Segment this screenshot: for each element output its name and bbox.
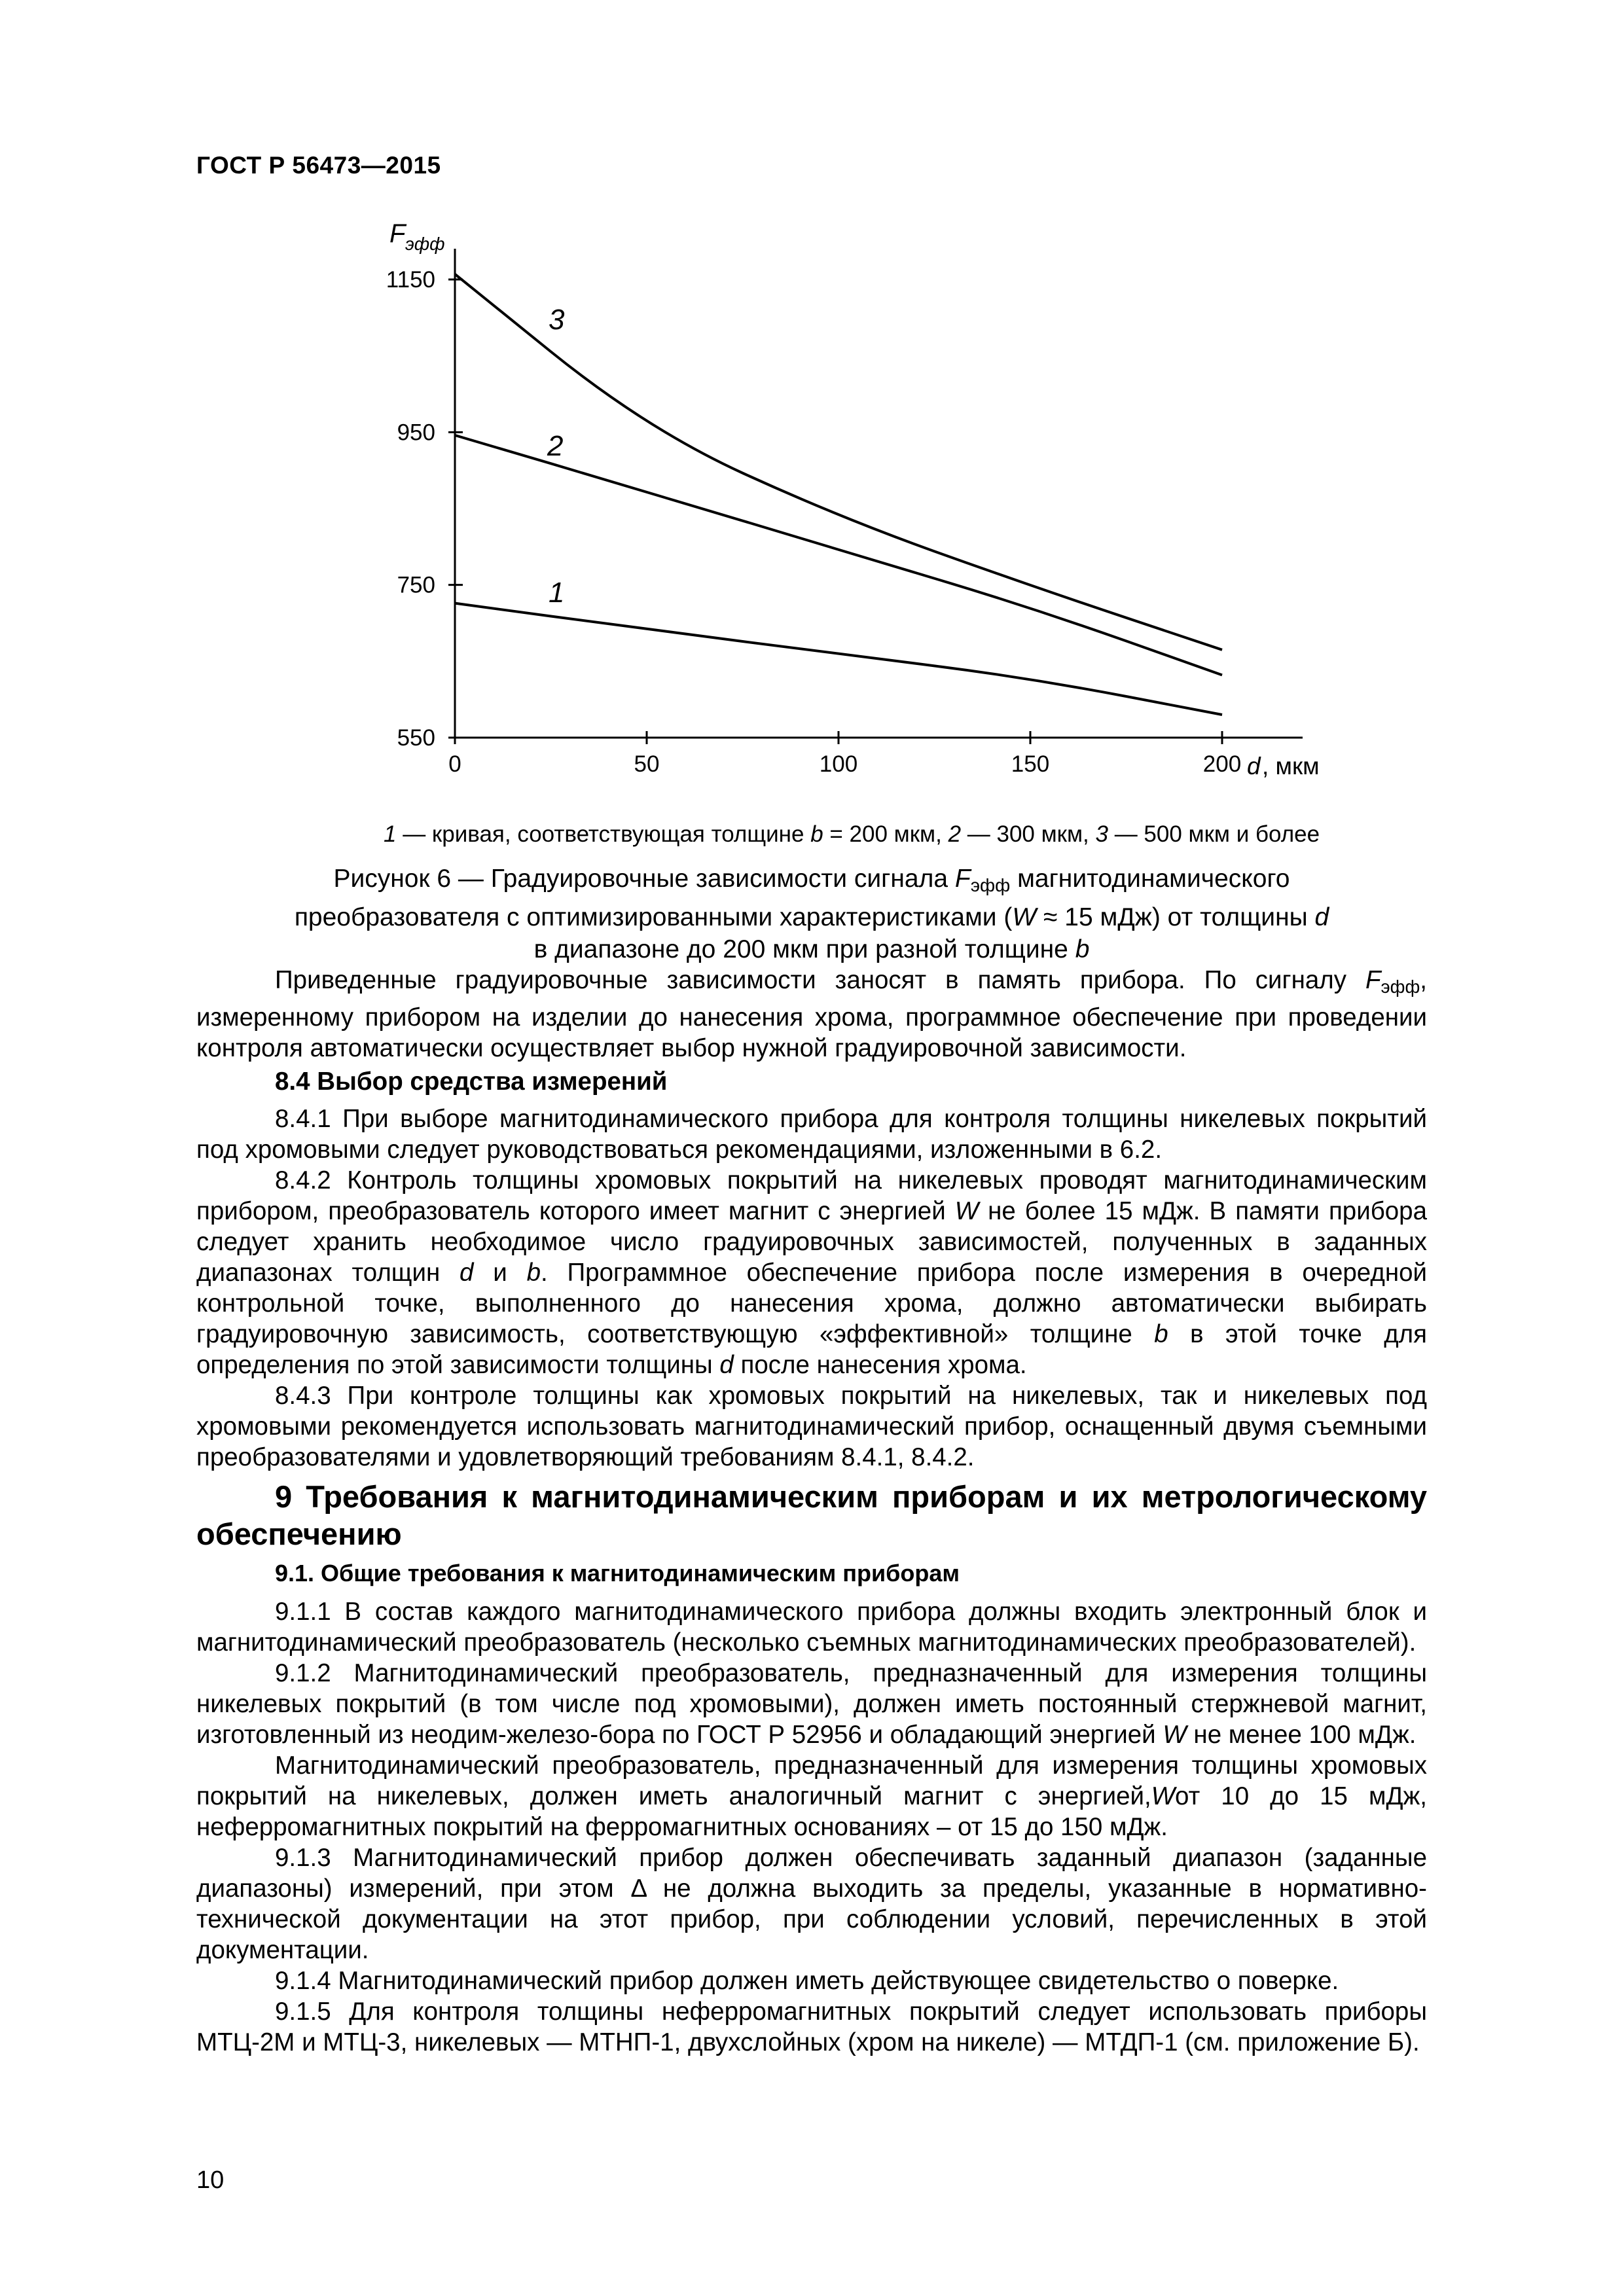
paragraph-d: d (460, 1258, 474, 1287)
paragraph-9-1-1: 9.1.1 В состав каждого магнитодинамического прибора должны входить электронный блок и магнитодинамический преобразователь (несколько съемных магнитодинамических преобразователей). (196, 1597, 1427, 1657)
paragraph-sub: эфф (1380, 976, 1420, 997)
paragraph-text: , измеренному прибором на изделии до нанесения хрома, программное обеспечение при проведении контроля автоматически осуществляет выбор нужной градуировочной зависимости. (196, 966, 1427, 1062)
caption-f: F (954, 865, 971, 893)
paragraph-text: не более 15 мДж. В памяти прибора следует хранить необходимое число градуировочных зависимостей, полученных в заданных диапазонах толщин (196, 1196, 1427, 1287)
paragraph-text: Приведенные градуировочные зависимости заносят в память прибора. По сигналу (275, 966, 1365, 994)
legend-curve-1-num: 1 (384, 821, 397, 847)
caption-d: d (1314, 903, 1329, 932)
chart-labels (389, 219, 1320, 780)
legend-text-1: — кривая, соответствующая толщине (396, 821, 811, 847)
paragraph-text: Магнитодинамический преобразователь, предназначенный для измерения толщины хромовых покрытий на никелевых, должен иметь аналогичный магнит с энергией, (196, 1751, 1427, 1810)
paragraph-text: . Программное обеспечение прибора после измерения в очередной контрольной точке, выполненного до нанесения хрома, должно автоматически выбирать градуировочную зависимость, соответствующую «эффективной» толщине (196, 1258, 1428, 1348)
paragraph-w: W (1151, 1782, 1176, 1810)
caption-text: ≈ 15 мДж) от толщины (1036, 903, 1315, 932)
caption-text: преобразователя с оптимизированными характеристиками ( (294, 903, 1013, 932)
calibration-chart (367, 209, 1348, 818)
x-tick-label: 50 (634, 751, 660, 777)
paragraph-text: от 10 до 15 мДж, неферромагнитных покрытий на ферромагнитных основаниях – от 15 до 150 мДж. (196, 1782, 1427, 1841)
y-tick-label: 750 (397, 572, 435, 598)
y-axis-label: F (389, 219, 406, 248)
legend-curve-2-num: 2 (948, 821, 962, 847)
legend-curve-3-num: 3 (1095, 821, 1108, 847)
legend-text-4: — 500 мкм и более (1108, 821, 1320, 847)
legend-text-2: = 200 мкм, (823, 821, 948, 847)
paragraph-8-4-1: 8.4.1 При выборе магнитодинамического прибора для контроля толщины никелевых покрытий под хромовыми следует руководствоваться рекомендациями, изложенными в 6.2. (196, 1104, 1427, 1164)
chart-curves (455, 274, 1222, 715)
paragraph-f: F (1365, 966, 1381, 994)
legend-b: b (810, 821, 823, 847)
paragraph-d: d (719, 1350, 734, 1379)
curve-2 (455, 435, 1222, 675)
paragraph-text: и (473, 1258, 527, 1287)
body-block-1 (196, 965, 1427, 2058)
curve-3 (455, 274, 1222, 650)
caption-text: магнитодинамического (1010, 865, 1290, 893)
caption-sub: эфф (970, 875, 1011, 896)
heading-9-1: 9.1. Общие требования к магнитодинамическим приборам (275, 1559, 960, 1587)
y-tick-label: 550 (397, 725, 435, 751)
caption-line-3 (196, 933, 1427, 965)
paragraph-9-1-3: 9.1.3 Магнитодинамический прибор должен обеспечивать заданный диапазон (заданные диапазоны) измерений, при этом Δ не должна выходить за пределы, указанные в нормативно-технической документации на этот прибор, при соблюдении условий, перечисленных в этой документации. (196, 1843, 1427, 1964)
paragraph-text: не менее 100 мДж. (1186, 1720, 1416, 1749)
x-tick-label: 0 (448, 751, 461, 777)
caption-w: W (1012, 903, 1037, 932)
x-tick-label: 150 (1011, 751, 1050, 777)
caption-line-2 (196, 901, 1427, 933)
chart-ticks (386, 267, 1241, 777)
caption-line-1 (196, 863, 1427, 901)
x-axis-unit: , мкм (1262, 753, 1320, 780)
paragraph-9-1-4: 9.1.4 Магнитодинамический прибор должен иметь действующее свидетельство о поверке. (275, 1966, 1339, 1995)
curve-1 (455, 603, 1222, 715)
paragraph-text: после нанесения хрома. (733, 1350, 1027, 1379)
paragraph-b: b (526, 1258, 541, 1287)
paragraph-8-4-3: 8.4.3 При контроле толщины как хромовых покрытий на никелевых, так и никелевых под хромовыми рекомендуется использовать магнитодинамический прибор, оснащенный двумя съемными преобразователями и удовлетворяющий требованиям 8.4.1, 8.4.2. (196, 1381, 1427, 1471)
caption-b: b (1075, 935, 1090, 964)
caption-text: в диапазоне до 200 мкм при разной толщине (533, 935, 1075, 964)
y-axis-label-sub: эфф (405, 234, 445, 254)
y-tick-label: 950 (397, 420, 435, 446)
caption-text: Рисунок 6 — Градуировочные зависимости сигнала (333, 865, 955, 893)
x-tick-label: 100 (819, 751, 858, 777)
paragraph-w: W (1163, 1720, 1187, 1749)
heading-section-9: 9 Требования к магнитодинамическим приборам и их метрологическому обеспечению (196, 1479, 1427, 1551)
paragraph-w: W (954, 1196, 979, 1225)
paragraph-b: b (1154, 1319, 1168, 1348)
curve-label-3: 3 (549, 304, 565, 336)
paragraph-text: 8.4.2 Контроль толщины хромовых покрытий на никелевых проводят магнитодинамическим прибором, преобразователь которого имеет магнит с энергией (196, 1166, 1427, 1225)
paragraph-9-1-2-b (196, 1750, 1427, 1842)
page-number: 10 (196, 2166, 225, 2194)
paragraph-calibration (196, 965, 1427, 1064)
paragraph-9-1-5: 9.1.5 Для контроля толщины неферромагнитных покрытий следует использовать приборы МТЦ-2М и МТЦ-3, никелевых — МТНП-1, двухслойных (хром на никеле) — МТДП-1 (см. приложение Б). (196, 1997, 1427, 2056)
figure-caption (196, 863, 1427, 965)
heading-8-4: 8.4 Выбор средства измерений (275, 1067, 668, 1096)
curve-label-2: 2 (547, 430, 564, 462)
x-tick-label: 200 (1202, 751, 1242, 777)
y-tick-label: 1150 (386, 267, 435, 293)
paragraph-8-4-2 (196, 1165, 1427, 1380)
paragraph-text: 9.1.2 Магнитодинамический преобразователь, предназначенный для измерения толщины никелевых покрытий (в том числе под хромовыми), должен иметь постоянный стержневой магнит, изготовленный из неодим-железо-бора по ГОСТ Р 52956 и обладающий энергией (196, 1659, 1427, 1749)
x-axis-label: d (1247, 753, 1261, 780)
legend-text-3: — 300 мкм, (961, 821, 1096, 847)
figure-legend (384, 821, 1401, 848)
paragraph-text: в этой точке для определения по этой зависимости толщины (196, 1319, 1427, 1379)
chart-axes (455, 249, 1303, 738)
paragraph-9-1-2 (196, 1658, 1427, 1750)
document-header: ГОСТ Р 56473—2015 (196, 152, 441, 179)
curve-label-1: 1 (549, 577, 565, 609)
